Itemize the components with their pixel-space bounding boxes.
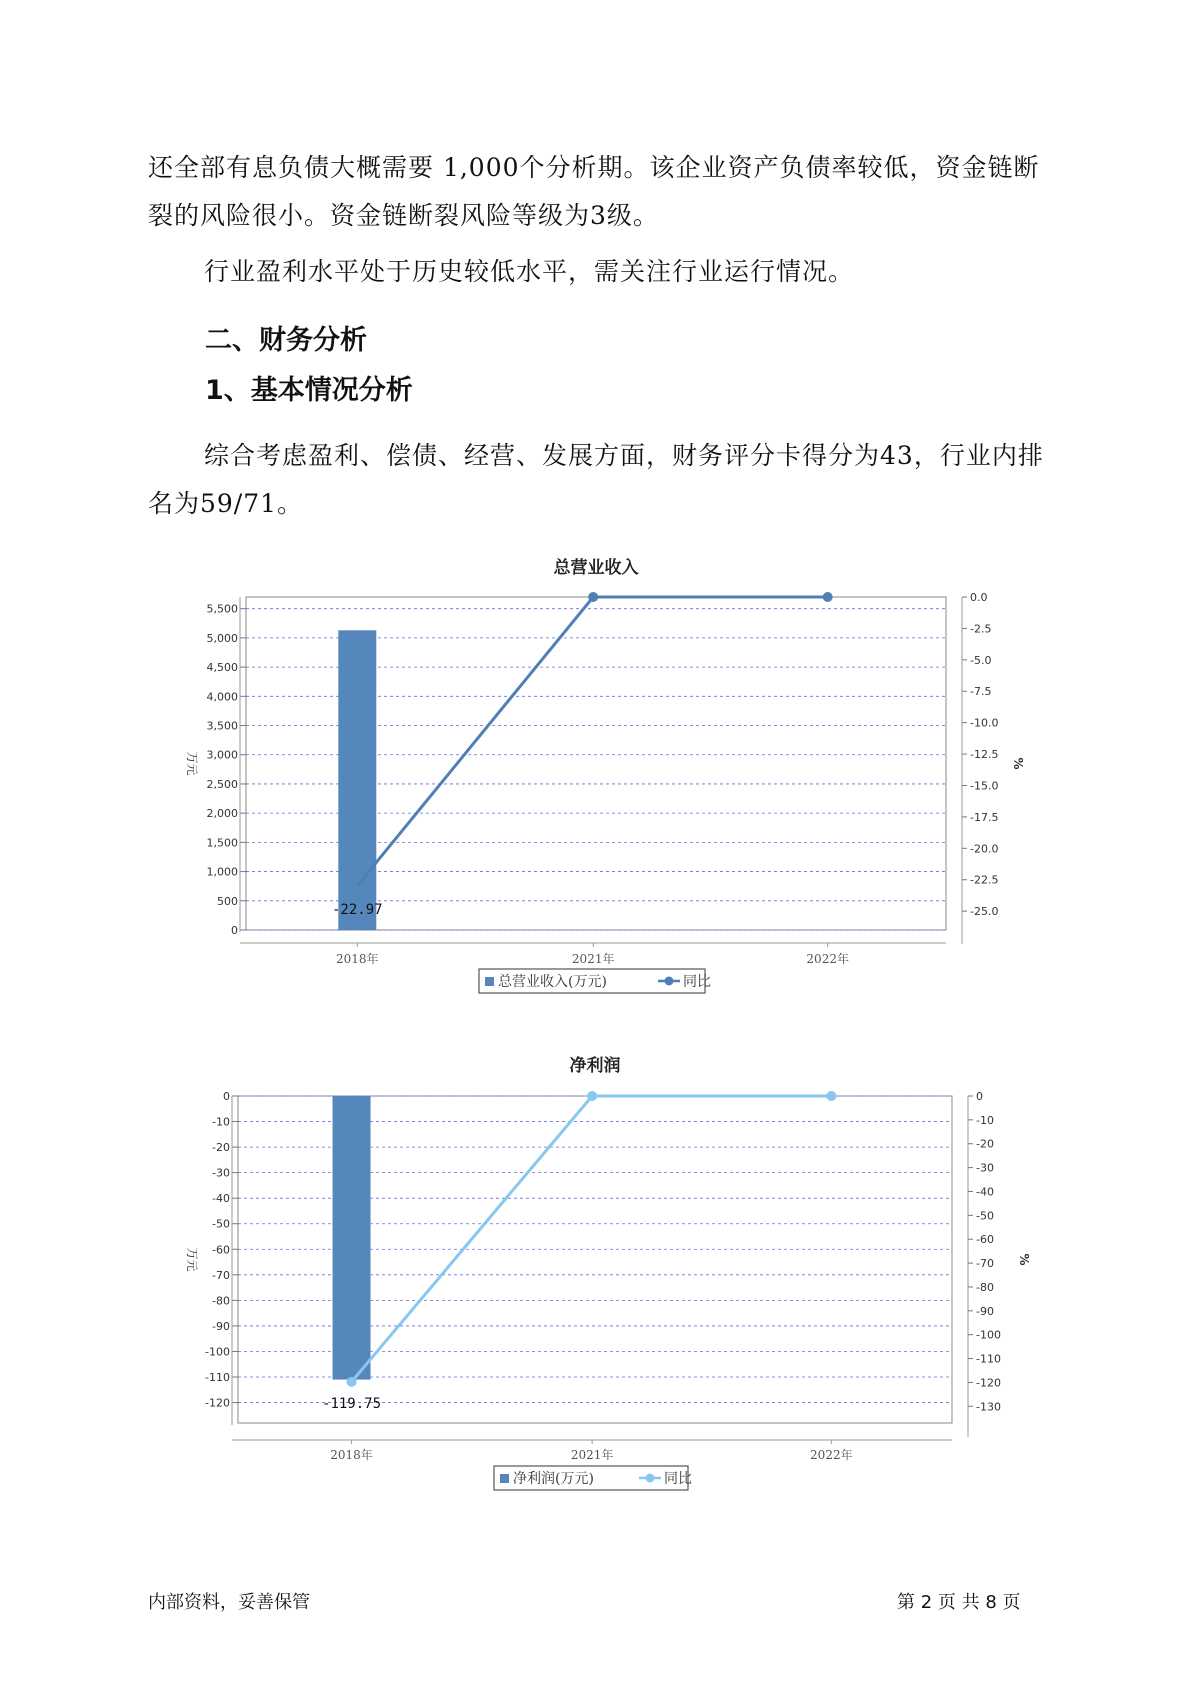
yoy-point [588,592,598,602]
y-tick-label: -100 [205,1345,230,1359]
y2-tick-label: -20 [976,1137,994,1151]
y2-tick-label: -2.5 [970,622,992,636]
y2-tick-label: -120 [976,1376,1001,1390]
yoy-point [587,1091,597,1101]
y2-tick-label: -70 [976,1257,994,1271]
footer-page-number: 第 2 页 共 8 页 [897,1592,1021,1613]
y-tick-label: 0 [231,924,238,937]
y2-tick-label: -110 [976,1352,1001,1366]
data-label: -22.97 [332,902,383,918]
y-tick-label: -70 [212,1268,230,1282]
legend-bar-swatch [500,1474,509,1483]
y-tick-label: 2,000 [206,807,238,821]
y-tick-label: 1,000 [206,865,238,879]
y-tick-label: 4,500 [206,661,238,675]
y2-tick-label: -20.0 [970,842,999,856]
yoy-point [823,592,833,602]
y-tick-label: -80 [212,1294,230,1308]
legend-bar-label: 总营业收入(万元) [498,974,607,990]
y-tick-label: -60 [212,1243,230,1257]
y2-tick-label: 0 [976,1090,983,1103]
bar [333,1096,371,1380]
y-tick-label: -110 [205,1371,230,1385]
legend-bar-label: 净利润(万元) [513,1471,594,1487]
y-axis-title: 万元 [185,1247,199,1272]
y-tick-label: -20 [212,1141,230,1155]
y2-tick-label: -30 [976,1161,994,1175]
y-tick-label: -40 [212,1192,230,1206]
footer-confidential: 内部资料，妥善保管 [148,1592,310,1613]
y2-tick-label: -10 [976,1113,994,1127]
x-tick-label: 2022年 [810,1448,853,1462]
y-tick-label: -50 [212,1217,230,1231]
y-tick-label: -90 [212,1319,230,1333]
legend-line-marker [646,1474,655,1483]
y-tick-label: 1,500 [206,836,238,850]
y-tick-label: 3,500 [206,719,238,733]
paragraph-score: 综合考虑盈利、偿债、经营、发展方面，财务评分卡得分为43，行业内排名为59/71。 [148,441,1044,518]
y2-axis-title: % [1017,1253,1031,1266]
y2-tick-label: -17.5 [970,810,999,824]
y2-tick-label: -40 [976,1185,994,1199]
y2-tick-label: -100 [976,1328,1001,1342]
legend-line-label: 同比 [664,1471,692,1487]
y2-tick-label: -25.0 [970,905,999,919]
y-tick-label: -120 [205,1396,230,1410]
y2-tick-label: -80 [976,1280,994,1294]
x-tick-label: 2018年 [336,952,379,966]
y2-tick-label: -22.5 [970,873,999,887]
y2-axis-title: % [1011,757,1025,770]
y-tick-label: 4,000 [206,690,238,704]
yoy-point [347,1377,357,1387]
x-tick-label: 2021年 [571,952,615,966]
y2-tick-label: -90 [976,1304,994,1318]
x-tick-label: 2018年 [330,1448,373,1462]
legend-line-label: 同比 [683,974,711,990]
y2-tick-label: -7.5 [970,685,992,699]
y2-tick-label: -60 [976,1233,994,1247]
section-heading-financial-analysis: 二、财务分析 [205,325,367,356]
y2-tick-label: -5.0 [970,653,992,667]
y2-tick-label: 0.0 [970,591,988,604]
y2-tick-label: -15.0 [970,779,999,793]
y2-tick-label: -130 [976,1400,1001,1414]
legend-line-marker [665,977,674,986]
y-tick-label: 0 [223,1090,230,1103]
y2-tick-label: -50 [976,1209,994,1223]
chart-title: 总营业收入 [553,558,639,578]
y2-tick-label: -12.5 [970,748,999,762]
y-tick-label: 5,500 [206,602,238,616]
revenue-chart [0,545,1191,1005]
legend-bar-swatch [485,977,494,986]
y-tick-label: 2,500 [206,777,238,791]
y2-tick-label: -10.0 [970,716,999,730]
yoy-point [826,1091,836,1101]
paragraph-industry-profit: 行业盈利水平处于历史较低水平，需关注行业运行情况。 [204,257,855,286]
subsection-heading-basic-analysis: 1、基本情况分析 [205,375,413,406]
y-tick-label: -30 [212,1166,230,1180]
chart-title: 净利润 [569,1056,621,1076]
x-tick-label: 2021年 [570,1448,614,1462]
net-profit-chart [0,1045,1191,1505]
paragraph-debt: 还全部有息负债大概需要 1,000个分析期。该企业资产负债率较低，资金链断裂的风险很小。资金链断裂风险等级为3级。 [148,153,1040,230]
data-label: -119.75 [322,1395,382,1412]
x-tick-label: 2022年 [806,952,849,966]
y-axis-title: 万元 [185,751,199,776]
y-tick-label: 5,000 [206,631,238,645]
y-tick-label: -10 [212,1115,230,1129]
y-tick-label: 500 [217,894,238,908]
y-tick-label: 3,000 [206,748,238,762]
